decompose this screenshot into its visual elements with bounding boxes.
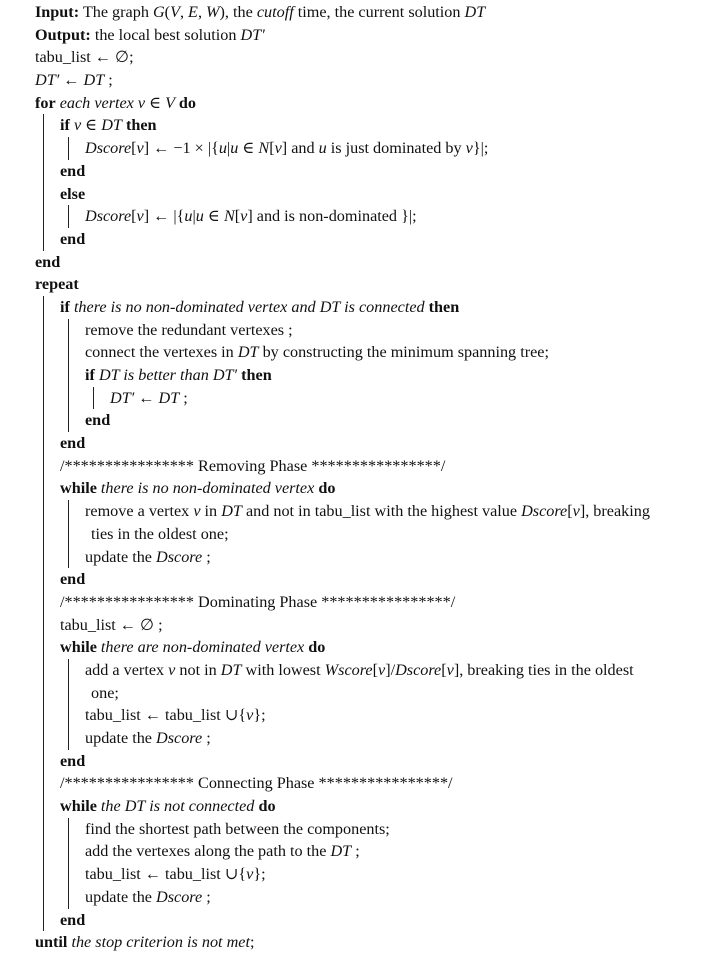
text: [	[131, 139, 137, 158]
line-text	[60, 591, 455, 614]
block-indent-bar	[43, 750, 44, 773]
math-text: u	[218, 139, 227, 158]
block-indent-bar	[43, 818, 44, 841]
line-text	[85, 341, 549, 364]
text: with lowest	[241, 660, 325, 679]
keyword: then	[428, 297, 460, 316]
line-text	[35, 92, 196, 115]
pseudocode-line	[35, 205, 721, 228]
keyword: end	[60, 161, 86, 180]
line-text	[91, 523, 229, 546]
math-text: Dscore	[156, 887, 203, 906]
line-text	[60, 614, 163, 637]
text: /**************** Removing Phase ****************/	[60, 456, 446, 475]
pseudocode-line	[35, 614, 721, 637]
block-indent-bar	[43, 568, 44, 591]
line-text	[60, 477, 335, 500]
block-indent-bar	[68, 659, 69, 682]
block-indent-bar	[43, 636, 44, 659]
text: ]/	[385, 660, 396, 679]
line-text	[85, 886, 211, 909]
line-text	[35, 931, 254, 954]
pseudocode-line	[35, 409, 721, 432]
pseudocode-line	[35, 818, 721, 841]
block-indent-bar	[68, 387, 69, 410]
text: tabu_list ← tabu_list ∪{	[85, 706, 247, 725]
text: ;	[179, 388, 188, 407]
math-text: Dscore	[521, 502, 568, 521]
keyword: while	[60, 797, 97, 816]
line-text	[85, 704, 266, 727]
keyword: while	[60, 479, 97, 498]
math-text: Wscore	[324, 660, 373, 679]
line-text	[60, 160, 85, 183]
pseudocode-line	[35, 840, 721, 863]
line-text	[60, 795, 276, 818]
block-indent-bar	[43, 840, 44, 863]
text: [	[269, 139, 275, 158]
pseudocode-line	[35, 909, 721, 932]
block-indent-bar	[68, 205, 69, 228]
pseudocode-line	[35, 387, 721, 410]
line-text	[85, 364, 272, 387]
block-indent-bar	[43, 409, 44, 432]
math-text: v	[465, 139, 473, 158]
math-text: v	[136, 139, 144, 158]
text: remove the redundant vertexes ;	[85, 320, 293, 339]
text: ), the	[219, 3, 257, 21]
keyword: do	[308, 638, 326, 657]
keyword: if	[60, 297, 70, 316]
math-text: DT	[237, 343, 259, 362]
math-text: v	[246, 865, 254, 884]
block-indent-bar	[43, 909, 44, 932]
text: connect the vertexes in	[85, 343, 238, 362]
keyword: end	[60, 751, 86, 770]
line-text	[60, 909, 85, 932]
line-text	[60, 183, 85, 206]
math-text: W	[206, 3, 220, 21]
pseudocode-line	[35, 160, 721, 183]
text: the local best solution	[90, 25, 241, 44]
line-text	[85, 840, 360, 863]
math-text: v	[168, 660, 176, 679]
math-text: the stop criterion is not met	[67, 933, 250, 952]
text: in	[200, 502, 222, 521]
math-text: DT	[220, 660, 242, 679]
math-text: DT is better than DT′	[94, 366, 242, 384]
keyword: if	[60, 116, 70, 135]
keyword: for	[35, 93, 56, 112]
block-indent-bar	[68, 137, 69, 160]
pseudocode-line	[35, 795, 721, 818]
block-indent-bar	[68, 704, 69, 727]
line-text	[85, 546, 211, 569]
pseudocode-line	[35, 319, 721, 342]
pseudocode-line	[35, 183, 721, 206]
block-indent-bar	[68, 546, 69, 569]
pseudocode-line	[35, 546, 721, 569]
pseudocode-line	[35, 364, 721, 387]
keyword: end	[85, 411, 111, 430]
math-text: E	[188, 3, 198, 21]
text: ,	[197, 3, 207, 21]
text: ;	[351, 842, 360, 861]
text: remove a vertex	[85, 502, 194, 521]
block-indent-bar	[43, 863, 44, 886]
block-indent-bar	[93, 387, 94, 410]
math-text: there is no non-dominated vertex	[96, 479, 319, 498]
pseudocode-line	[35, 46, 721, 69]
text: is just dominated by	[326, 139, 466, 158]
block-indent-bar	[43, 455, 44, 478]
line-text	[85, 727, 211, 750]
text: ties in the oldest one;	[91, 524, 229, 543]
math-text: v	[246, 706, 254, 725]
text: [	[131, 207, 137, 226]
text: [	[441, 660, 447, 679]
block-indent-bar	[68, 319, 69, 342]
pseudocode-line	[35, 591, 721, 614]
text: [	[567, 502, 573, 521]
math-text: Dscore	[85, 139, 132, 158]
algorithm-pseudocode	[35, 1, 721, 954]
math-text: DT′	[240, 25, 265, 44]
text: add the vertexes along the path to the	[85, 842, 331, 861]
math-text: v	[193, 502, 201, 521]
block-indent-bar	[43, 523, 44, 546]
math-text: u	[184, 207, 193, 226]
pseudocode-line	[35, 69, 721, 92]
text: update the	[85, 729, 157, 747]
math-text: DT	[101, 116, 122, 135]
math-text: v	[274, 139, 282, 158]
pseudocode-line	[35, 137, 721, 160]
block-indent-bar	[43, 795, 44, 818]
text: time, the current solution	[293, 3, 465, 21]
math-text: v	[572, 502, 580, 521]
keyword: while	[60, 638, 97, 657]
text: ] and	[281, 139, 319, 158]
math-text: u	[230, 139, 239, 158]
math-text: cutoff	[256, 3, 294, 21]
line-text	[35, 46, 134, 69]
text: [	[372, 660, 378, 679]
line-text	[35, 251, 60, 274]
math-text: there is no non-dominated vertex and DT is connected	[69, 297, 429, 316]
pseudocode-line	[35, 568, 721, 591]
block-indent-bar	[43, 727, 44, 750]
text: not in	[175, 660, 221, 679]
text: ] ← −1 × |{	[143, 139, 219, 158]
math-text: V	[170, 3, 180, 21]
text: ;	[249, 933, 255, 952]
line-text	[85, 409, 110, 432]
block-indent-bar	[68, 840, 69, 863]
line-text	[85, 863, 266, 886]
pseudocode-line	[35, 863, 721, 886]
keyword: Output:	[35, 25, 91, 44]
math-text: Dscore	[156, 729, 203, 747]
line-text	[60, 228, 85, 251]
pseudocode-line	[35, 477, 721, 500]
block-indent-bar	[43, 387, 44, 410]
block-indent-bar	[43, 591, 44, 614]
pseudocode-line	[35, 341, 721, 364]
math-text: N	[223, 207, 235, 226]
text: ;	[202, 547, 211, 566]
text: /**************** Dominating Phase ****************/	[60, 592, 456, 611]
keyword: Input:	[35, 3, 80, 21]
block-indent-bar	[43, 772, 44, 795]
text: one;	[91, 683, 119, 702]
pseudocode-line	[35, 296, 721, 319]
block-indent-bar	[43, 160, 44, 183]
block-indent-bar	[43, 341, 44, 364]
line-text	[35, 24, 265, 47]
block-indent-bar	[43, 137, 44, 160]
block-indent-bar	[43, 682, 44, 705]
text: ∈	[203, 207, 224, 226]
keyword: end	[60, 570, 86, 589]
math-text: G	[152, 3, 165, 21]
pseudocode-line	[35, 24, 721, 47]
math-text: DT	[464, 3, 486, 21]
text: };	[253, 865, 266, 884]
math-text: the DT is not connected	[96, 797, 259, 816]
keyword: then	[241, 366, 272, 384]
text: update the	[85, 887, 157, 906]
text: /**************** Connecting Phase ****************/	[60, 774, 453, 793]
text: |	[192, 207, 196, 226]
math-text: DT	[158, 388, 180, 407]
keyword: then	[121, 116, 157, 135]
block-indent-bar	[68, 500, 69, 523]
pseudocode-line	[35, 1, 721, 24]
pseudocode-line	[35, 228, 721, 251]
line-text	[35, 273, 79, 296]
keyword: end	[35, 252, 61, 271]
math-text: Dscore	[395, 660, 442, 679]
keyword: do	[178, 93, 196, 112]
block-indent-bar	[68, 364, 69, 387]
line-text	[110, 387, 188, 410]
block-indent-bar	[43, 228, 44, 251]
block-indent-bar	[43, 614, 44, 637]
text: ;	[202, 887, 211, 906]
line-text	[85, 818, 390, 841]
math-text: DT	[221, 502, 242, 521]
line-text	[85, 500, 650, 523]
block-indent-bar	[68, 341, 69, 364]
math-text: v	[136, 207, 144, 226]
math-text: each vertex v ∈ V	[55, 93, 179, 112]
text: tabu_list ← tabu_list ∪{	[85, 865, 247, 884]
pseudocode-line	[35, 682, 721, 705]
pseudocode-line	[35, 772, 721, 795]
text: ;	[202, 729, 211, 747]
block-indent-bar	[68, 727, 69, 750]
text: ←	[59, 71, 84, 90]
text: by constructing the minimum spanning tree;	[258, 343, 549, 362]
pseudocode-line	[35, 704, 721, 727]
block-indent-bar	[43, 205, 44, 228]
block-indent-bar	[68, 886, 69, 909]
text: tabu_list ← ∅ ;	[60, 615, 163, 634]
pseudocode-line	[35, 523, 721, 546]
text: }|;	[472, 139, 489, 158]
block-indent-bar	[43, 114, 44, 137]
line-text	[60, 772, 453, 795]
line-text	[60, 568, 85, 591]
keyword: else	[60, 184, 86, 203]
line-text	[85, 659, 634, 682]
text: ∈	[81, 116, 102, 135]
pseudocode-line	[35, 251, 721, 274]
block-indent-bar	[43, 546, 44, 569]
line-text	[91, 682, 119, 705]
pseudocode-line	[35, 727, 721, 750]
pseudocode-line	[35, 636, 721, 659]
text: and not in tabu_list with the highest value	[241, 502, 522, 521]
keyword: end	[60, 229, 86, 248]
keyword: until	[35, 933, 68, 952]
text: ∈	[238, 139, 259, 158]
pseudocode-line	[35, 114, 721, 137]
keyword: repeat	[35, 275, 79, 294]
block-indent-bar	[43, 432, 44, 455]
pseudocode-line	[35, 931, 721, 954]
line-text	[85, 137, 488, 160]
math-text: DT	[83, 71, 105, 90]
text: add a vertex	[85, 660, 169, 679]
math-text: Dscore	[156, 547, 203, 566]
block-indent-bar	[43, 183, 44, 206]
text: The graph	[79, 3, 153, 21]
pseudocode-line	[35, 432, 721, 455]
line-text	[60, 296, 459, 319]
pseudocode-line	[35, 273, 721, 296]
line-text	[85, 205, 417, 228]
math-text: v	[240, 207, 248, 226]
block-indent-bar	[68, 409, 69, 432]
text: ], breaking	[579, 502, 650, 521]
block-indent-bar	[68, 863, 69, 886]
keyword: do	[318, 479, 336, 498]
text: update the	[85, 547, 157, 566]
block-indent-bar	[43, 659, 44, 682]
block-indent-bar	[68, 523, 69, 546]
pseudocode-line	[35, 886, 721, 909]
text: |	[226, 139, 231, 158]
line-text	[60, 636, 325, 659]
text: ] and is non-dominated }|;	[247, 207, 417, 226]
text: ←	[134, 388, 159, 407]
text: find the shortest path between the components;	[85, 819, 390, 838]
keyword: do	[258, 797, 276, 816]
math-text: DT′	[35, 71, 60, 90]
math-text: DT	[330, 842, 352, 861]
pseudocode-line	[35, 455, 721, 478]
text: tabu_list ← ∅;	[35, 48, 134, 67]
line-text	[60, 750, 85, 773]
text: [	[234, 207, 241, 226]
line-text	[60, 432, 85, 455]
text: ], breaking ties in the oldest	[453, 660, 634, 679]
pseudocode-line	[35, 750, 721, 773]
math-text: u	[318, 139, 327, 158]
math-text: DT′	[110, 388, 135, 407]
block-indent-bar	[43, 477, 44, 500]
block-indent-bar	[43, 886, 44, 909]
keyword: end	[60, 910, 86, 929]
block-indent-bar	[43, 704, 44, 727]
block-indent-bar	[43, 319, 44, 342]
line-text	[35, 69, 113, 92]
text: };	[253, 706, 266, 725]
math-text: v	[73, 116, 82, 135]
block-indent-bar	[43, 500, 44, 523]
text: (	[164, 3, 171, 21]
math-text: there are non-dominated vertex	[96, 638, 309, 657]
pseudocode-line	[35, 92, 721, 115]
math-text: Dscore	[85, 207, 132, 226]
pseudocode-line	[35, 500, 721, 523]
math-text: N	[258, 139, 270, 158]
keyword: if	[85, 366, 95, 384]
text: ,	[179, 3, 189, 21]
text: ] ← |{	[143, 207, 185, 226]
block-indent-bar	[68, 682, 69, 705]
block-indent-bar	[43, 296, 44, 319]
line-text	[60, 114, 157, 137]
line-text	[85, 319, 293, 342]
block-indent-bar	[68, 818, 69, 841]
pseudocode-line	[35, 659, 721, 682]
text: ;	[104, 71, 113, 90]
math-text: v	[378, 660, 386, 679]
math-text: u	[195, 207, 204, 226]
math-text: v	[446, 660, 454, 679]
block-indent-bar	[43, 364, 44, 387]
keyword: end	[60, 434, 86, 453]
line-text	[60, 455, 445, 478]
line-text	[35, 1, 485, 24]
